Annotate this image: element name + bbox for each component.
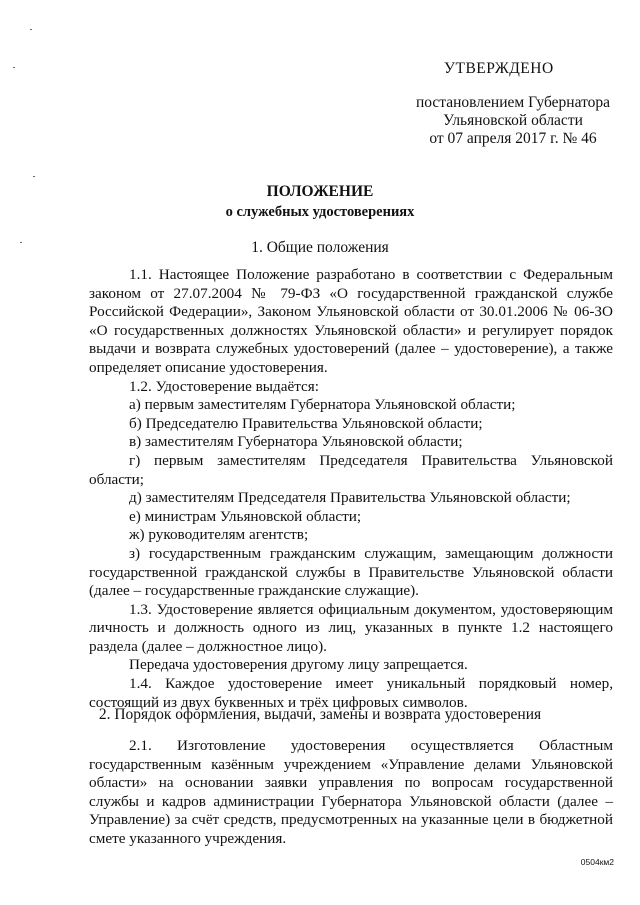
section-1-heading: 1. Общие положения [251, 239, 389, 256]
footer-document-code: 0504км2 [580, 857, 614, 867]
section-2-heading: 2. Порядок оформления, выдачи, замены и возврата удостоверения [98, 706, 542, 723]
approval-line-3: от 07 апреля 2017 г. № 46 [429, 130, 597, 147]
section-2-body [89, 737, 613, 849]
list-item: а) первым заместителям Губернатора Ульяновской области; [129, 396, 516, 414]
list-item: е) министрам Ульяновской области; [129, 507, 362, 525]
section-1-body [89, 266, 613, 712]
document-subtitle: о служебных удостоверениях [225, 204, 415, 220]
scan-speck [13, 67, 15, 68]
list-item: д) заместителям Председателя Правительства Ульяновской области; [129, 489, 571, 507]
paragraph-1-1: 1.1. Настоящее Положение разработано в соответствии с Федеральным законом от 27.07.2004 № 79-ФЗ «О государственной гражданской службе Российской Федерации», Законом Ульяновской области от 30.01.2006 № 06-ЗО «О государственных должностях Ульяновской области» и регулирует порядок выдачи и возврата служебных удостоверений (далее – удостоверение), а также определяет описание удостоверения. [89, 266, 613, 376]
approval-stamp: УТВЕРЖДЕНО [444, 60, 554, 77]
list-item: ж) руководителям агентств; [129, 526, 309, 544]
paragraph-1-3-note: Передача удостоверения другому лицу запрещается. [129, 656, 468, 674]
scan-speck [30, 29, 32, 30]
list-item: з) государственным гражданским служащим, замещающим должности государственной гражданской службы в Правительстве Ульяновской области (далее – государственные гражданские служащие). [89, 544, 613, 600]
paragraph-1-3: 1.3. Удостоверение является официальным документом, удостоверяющим личность и должность одного из лиц, указанных в пункте 1.2 настоящего раздела (далее – должностное лицо). [89, 600, 613, 655]
paragraph-2-1: 2.1. Изготовление удостоверения осуществляется Областным государственным казённым учреждением «Управление делами Ульяновской области» на основании заявки управления по вопросам государственной службы и кадров администрации Губернатора Ульяновской области (далее – Управление) за счёт средств, предусмотренных на указанные цели в бюджетной смете указанного учреждения. [89, 737, 613, 847]
document-title: ПОЛОЖЕНИЕ [266, 183, 374, 200]
approval-line-1: постановлением Губернатора [415, 94, 611, 111]
list-item: г) первым заместителям Председателя Правительства Ульяновской области; [89, 451, 613, 488]
approval-block [408, 60, 618, 148]
approval-line-2: Ульяновской области [443, 112, 583, 129]
scan-speck [33, 176, 35, 177]
paragraph-1-4: 1.4. Каждое удостоверение имеет уникальный порядковый номер, состоящий из двух буквенных и трёх цифровых символов. [89, 675, 613, 711]
list-item: б) Председателю Правительства Ульяновской области; [129, 414, 483, 432]
paragraph-1-2: 1.2. Удостоверение выдаётся: [129, 377, 319, 395]
list-item: в) заместителям Губернатора Ульяновской области; [129, 433, 463, 451]
